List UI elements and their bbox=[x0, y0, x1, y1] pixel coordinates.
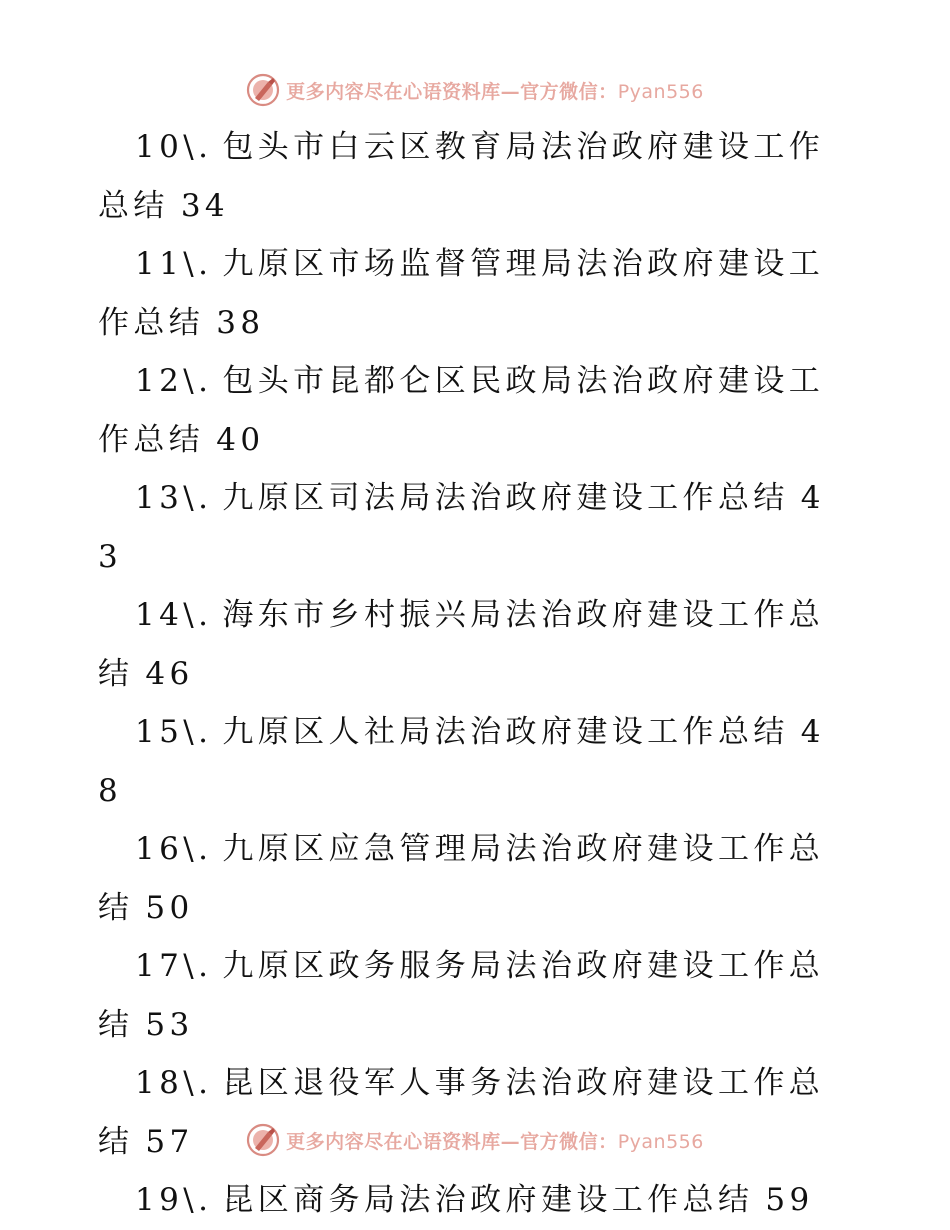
toc-entry-title: 包头市白云区教育局法治政府建设工作总结 bbox=[98, 129, 825, 224]
toc-entry-page: 43 bbox=[98, 480, 825, 575]
toc-entry-title: 九原区人社局法治政府建设工作总结 bbox=[222, 714, 789, 750]
toc-entry bbox=[98, 820, 838, 937]
toc-entry-page: 34 bbox=[180, 187, 230, 224]
toc-entry-page: 38 bbox=[216, 304, 265, 341]
watermark-text bbox=[286, 77, 704, 104]
toc-entry bbox=[98, 937, 838, 1054]
watermark-label: 官方微信： bbox=[520, 80, 618, 103]
toc-entry bbox=[98, 469, 838, 586]
watermark-brand: 更多内容尽在心语资料库 bbox=[286, 1130, 501, 1153]
toc-entry-number: 14\. bbox=[135, 597, 213, 633]
toc-entry bbox=[98, 235, 838, 352]
pen-nib-logo-icon bbox=[246, 73, 280, 107]
toc-entry-page: 57 bbox=[145, 1123, 194, 1160]
watermark-separator: — bbox=[500, 80, 521, 103]
toc-entry-number: 11\. bbox=[135, 246, 213, 282]
footer-watermark bbox=[0, 1120, 950, 1160]
watermark-separator: — bbox=[500, 1130, 521, 1153]
pen-nib-logo-icon bbox=[246, 1123, 280, 1157]
watermark-label: 官方微信： bbox=[520, 1130, 618, 1153]
toc-entry bbox=[98, 703, 838, 820]
toc-entry-page: 48 bbox=[98, 714, 825, 809]
toc-entry-number: 10\. bbox=[135, 129, 213, 165]
toc-entry bbox=[98, 586, 838, 703]
toc-entry-page: 50 bbox=[145, 889, 194, 926]
toc-entry-number: 15\. bbox=[135, 714, 213, 750]
toc-entry-number: 19\. bbox=[135, 1182, 213, 1218]
watermark-text bbox=[286, 1127, 704, 1154]
toc-entry-number: 13\. bbox=[135, 480, 213, 516]
toc-entry-title: 九原区应急管理局法治政府建设工作总结 bbox=[98, 831, 825, 926]
toc-entry-title: 昆区商务局法治政府建设工作总结 bbox=[222, 1182, 754, 1218]
toc-list bbox=[98, 118, 838, 1230]
toc-entry bbox=[98, 352, 838, 469]
watermark-id: Pyan556 bbox=[617, 1130, 704, 1153]
toc-entry-page: 53 bbox=[145, 1006, 194, 1043]
header-watermark bbox=[0, 70, 950, 110]
watermark-brand: 更多内容尽在心语资料库 bbox=[286, 80, 501, 103]
toc-entry-number: 17\. bbox=[135, 948, 213, 984]
watermark-id: Pyan556 bbox=[617, 80, 704, 103]
toc-entry-page: 40 bbox=[216, 421, 265, 458]
toc-entry-number: 12\. bbox=[135, 363, 213, 399]
toc-entry-title: 海东市乡村振兴局法治政府建设工作总结 bbox=[98, 597, 825, 692]
toc-entry bbox=[98, 1171, 838, 1230]
toc-entry-page: 46 bbox=[145, 655, 194, 692]
toc-entry-title: 包头市昆都仑区民政局法治政府建设工作总结 bbox=[98, 363, 825, 458]
toc-entry-title: 九原区政务服务局法治政府建设工作总结 bbox=[98, 948, 825, 1043]
toc-entry-title: 昆区退役军人事务法治政府建设工作总结 bbox=[98, 1065, 825, 1160]
toc-entry-title: 九原区司法局法治政府建设工作总结 bbox=[222, 480, 789, 516]
toc-entry-number: 18\. bbox=[135, 1065, 213, 1101]
toc-entry-title: 九原区市场监督管理局法治政府建设工作总结 bbox=[98, 246, 825, 341]
toc-entry-number: 16\. bbox=[135, 831, 213, 867]
toc-entry-page: 59 bbox=[765, 1182, 814, 1218]
toc-entry bbox=[98, 118, 838, 235]
